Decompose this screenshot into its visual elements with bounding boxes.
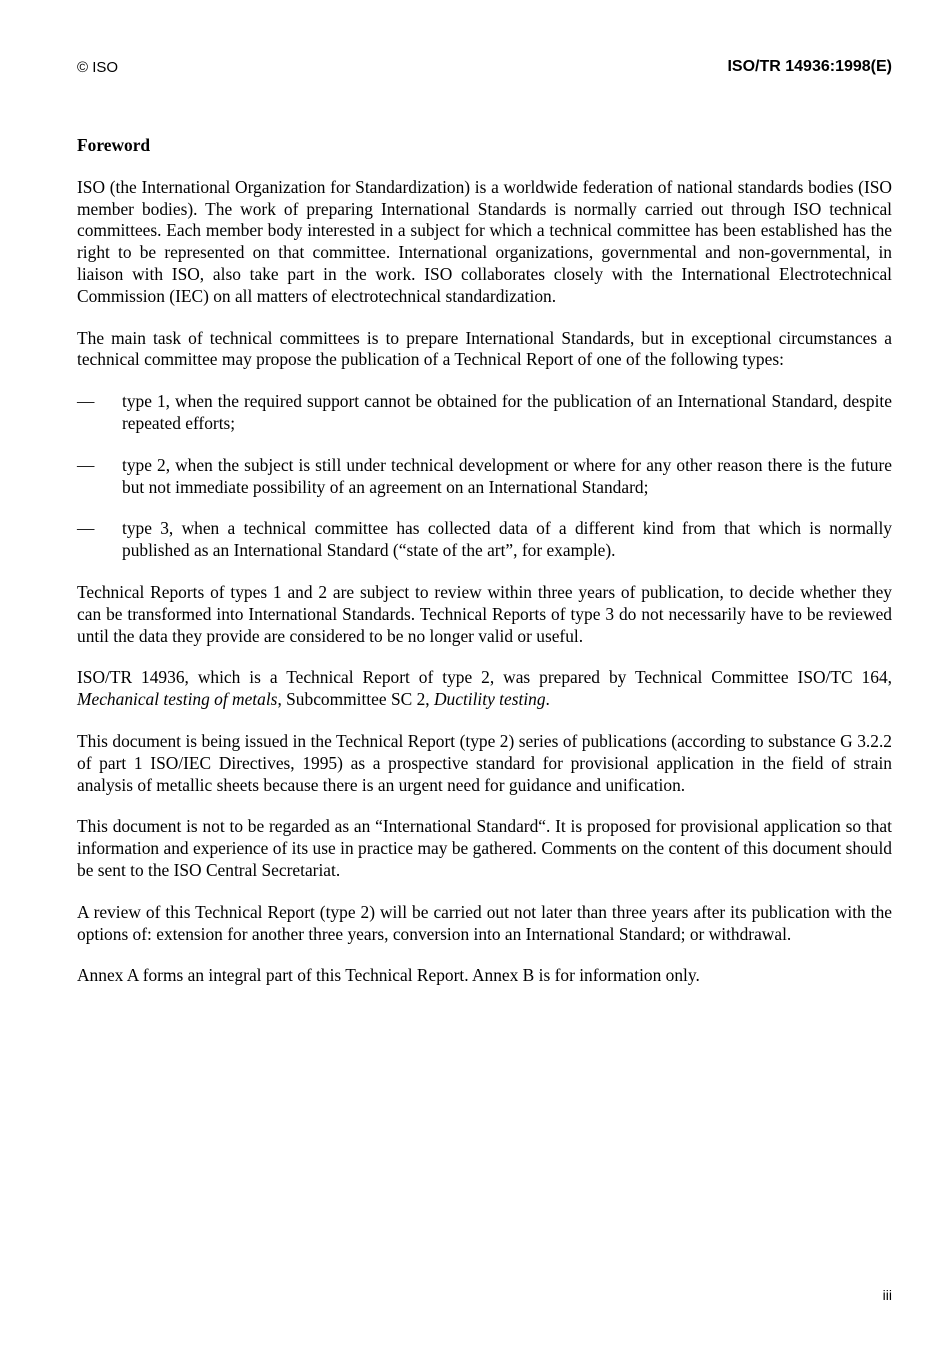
list-dash: —	[77, 518, 95, 539]
paragraph-review-types: Technical Reports of types 1 and 2 are subject to review within three years of publication, to decide whether they can be transformed into International Standards. Technical Reports of type 3 do not necessarily have to be reviewed until the data they provide are considered to be no longer valid or useful.	[77, 581, 892, 646]
committee-text-e: .	[545, 689, 550, 710]
page-number: iii	[882, 1287, 892, 1303]
paragraph-main-task: The main task of technical committees is to prepare International Standards, but in exceptional circumstances a technical committee may propose the publication of a Technical Report of one of the following types:	[77, 327, 892, 370]
list-item-text: type 3, when a technical committee has collected data of a different kind from that which is normally published as an International Standard (“state of the art”, for example).	[122, 518, 892, 561]
header-document-id: ISO/TR 14936:1998(E)	[727, 58, 892, 75]
paragraph-issued: This document is being issued in the Technical Report (type 2) series of publications (according to substance G 3.2.2 of part 1 ISO/IEC Directives, 1995) as a prospective standard for provisional application in the field of strain analysis of metallic sheets because there is an urgent need for guidance and unification.	[77, 730, 892, 795]
list-item-type-1	[77, 391, 892, 435]
list-item-type-2	[77, 455, 892, 499]
committee-text-a: ISO/TR 14936, which is a Technical Report of type 2, was prepared by Technical Committee ISO/TC 164,	[77, 667, 892, 688]
committee-title-italic: Mechanical testing of metals	[77, 689, 278, 710]
list-item-text: type 2, when the subject is still under technical development or where for any other reason there is the future but not immediate possibility of an agreement on an International Standard;	[122, 454, 892, 497]
paragraph-committee	[77, 667, 892, 711]
section-title: Foreword	[77, 135, 151, 155]
committee-text-c: , Subcommittee SC 2,	[277, 689, 434, 710]
list-item-text: type 1, when the required support cannot be obtained for the publication of an International Standard, despite repeated efforts;	[122, 391, 892, 433]
list-item-type-3	[77, 518, 892, 562]
paragraph-review-plan: A review of this Technical Report (type 2) will be carried out not later than three years after its publication with the options of: extension for another three years, conversion into an International Standard; or withdrawal.	[77, 901, 892, 944]
list-dash: —	[77, 454, 95, 475]
foreword-section	[77, 135, 892, 1007]
subcommittee-title-italic: Ductility testing	[433, 689, 546, 710]
header-copyright: © ISO	[77, 59, 119, 76]
paragraph-annex: Annex A forms an integral part of this Technical Report. Annex B is for information only.	[77, 965, 700, 986]
paragraph-iso-intro: ISO (the International Organization for Standardization) is a worldwide federation of national standards bodies (ISO member bodies). The work of preparing International Standards is normally carried out through ISO technical committees. Each member body interested in a subject for which a technical committee has been established has the right to be represented on that committee. International organizations, governmental and non-governmental, in liaison with ISO, also take part in the work. ISO collaborates closely with the International Electrotechnical Commission (IEC) on all matters of electrotechnical standardization.	[77, 176, 892, 306]
list-dash: —	[77, 391, 95, 412]
paragraph-not-standard: This document is not to be regarded as an “International Standard“. It is proposed for provisional application so that information and experience of its use in practice may be gathered. Comments on the content of this document should be sent to the ISO Central Secretariat.	[77, 816, 892, 880]
